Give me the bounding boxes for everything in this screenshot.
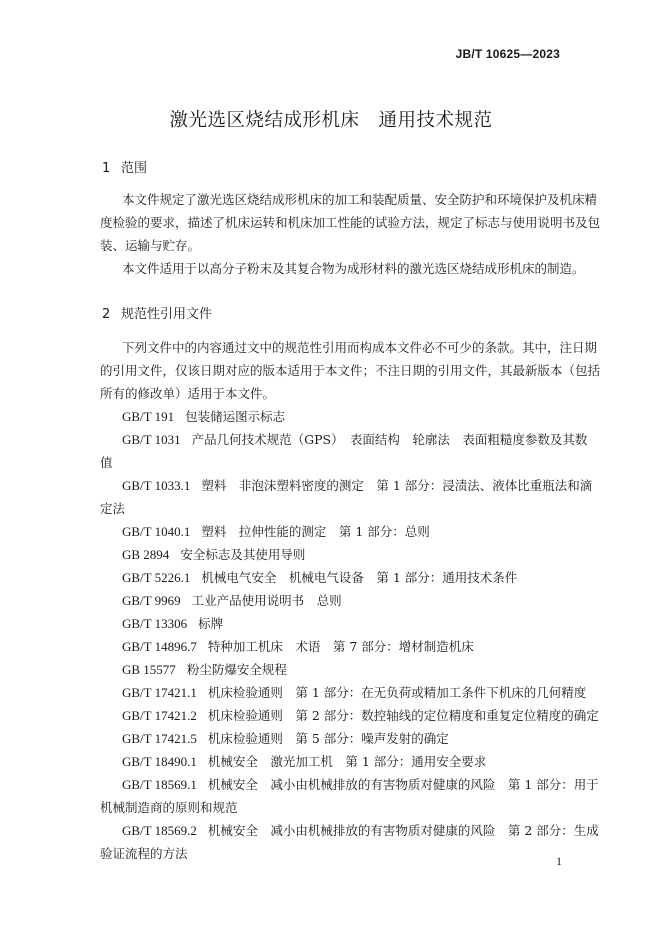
reference-title: 塑料 拉伸性能的测定 第 1 部分：总则 (201, 524, 430, 539)
reference-code: GB/T 191 (122, 409, 175, 424)
paragraph-line: 本文件规定了激光选区烧结成形机床的加工和装配质量、安全防护和环境保护及机床精 (122, 192, 598, 207)
reference-title: 机械安全 激光加工机 第 1 部分：通用安全要求 (207, 754, 487, 769)
section-2-heading (102, 303, 212, 322)
reference-item (100, 727, 562, 750)
reference-title-continuation: 机械制造商的原则和规范 (100, 800, 238, 815)
page-number: 1 (556, 854, 562, 868)
reference-code: GB/T 14896.7 (122, 639, 197, 654)
section-number: 1 (102, 161, 111, 176)
reference-title: 塑料 非泡沫塑料密度的测定 第 1 部分：浸渍法、液体比重瓶法和滴 (201, 478, 593, 493)
reference-code: GB/T 17421.1 (122, 685, 197, 700)
reference-title: 机床检验通则 第 2 部分：数控轴线的定位精度和重复定位精度的确定 (207, 708, 599, 723)
reference-item (100, 520, 562, 543)
reference-code: GB/T 1031 (122, 432, 181, 447)
reference-code: GB/T 9969 (122, 593, 181, 608)
reference-code: GB/T 17421.2 (122, 708, 197, 723)
reference-title-continuation: 定法 (100, 501, 126, 516)
reference-title: 产品几何技术规范（GPS） 表面结构 轮廓法 表面粗糙度参数及其数 (191, 432, 588, 447)
section-title: 范围 (121, 161, 148, 176)
reference-item (100, 543, 562, 566)
reference-item (100, 589, 562, 612)
document-id-header: JB/T 10625—2023 (455, 47, 560, 61)
reference-item (100, 612, 562, 635)
reference-code: GB/T 13306 (122, 616, 188, 631)
reference-code: GB 15577 (122, 662, 176, 677)
reference-item (100, 635, 562, 658)
reference-item (100, 474, 593, 497)
reference-title: 粉尘防爆安全规程 (186, 662, 287, 677)
reference-item (100, 704, 599, 727)
section-number: 2 (102, 307, 111, 322)
reference-code: GB/T 5226.1 (122, 570, 191, 585)
reference-item (100, 750, 562, 773)
reference-title: 工业产品使用说明书 总则 (191, 593, 342, 608)
paragraph-line: 本文件适用于以高分子粉末及其复合物为成形材料的激光选区烧结成形机床的制造。 (122, 261, 585, 276)
reference-title: 特种加工机床 术语 第 7 部分：增材制造机床 (207, 639, 474, 654)
reference-list (100, 405, 599, 865)
reference-code: GB/T 1033.1 (122, 478, 191, 493)
reference-item (100, 405, 562, 428)
paragraph-line: 所有的修改单）适用于本文件。 (100, 386, 276, 401)
reference-code: GB/T 18569.1 (122, 777, 197, 792)
section-1-body (100, 188, 601, 280)
section-1-heading (102, 157, 147, 176)
reference-title-continuation: 验证流程的方法 (100, 846, 188, 861)
section-title: 规范性引用文件 (121, 307, 213, 322)
reference-code: GB/T 18490.1 (122, 754, 197, 769)
paragraph-line: 度检验的要求，描述了机床运转和机床加工性能的试验方法，规定了标志与使用说明书及包 (100, 215, 601, 230)
reference-item (100, 773, 599, 796)
reference-item (100, 819, 599, 842)
reference-item (100, 428, 588, 451)
reference-code: GB/T 1040.1 (122, 524, 191, 539)
reference-item (100, 658, 562, 681)
reference-title: 包装储运图示标志 (185, 409, 286, 424)
reference-code: GB/T 18569.2 (122, 823, 197, 838)
reference-title: 机床检验通则 第 5 部分：噪声发射的确定 (207, 731, 449, 746)
reference-title: 机床检验通则 第 1 部分：在无负荷或精加工条件下机床的几何精度 (207, 685, 587, 700)
reference-code: GB/T 17421.5 (122, 731, 197, 746)
document-title: 激光选区烧结成形机床 通用技术规范 (169, 110, 493, 131)
reference-title-continuation: 值 (100, 455, 113, 470)
section-2-body (100, 336, 601, 865)
reference-item (100, 681, 587, 704)
paragraph-line: 装、运输与贮存。 (100, 238, 201, 253)
reference-title: 标牌 (198, 616, 224, 631)
paragraph-line: 下列文件中的内容通过文中的规范性引用而构成本文件必不可少的条款。其中，注日期 (122, 340, 598, 355)
reference-item (100, 566, 562, 589)
reference-title: 机械安全 减小由机械排放的有害物质对健康的风险 第 2 部分：生成 (207, 823, 599, 838)
reference-title: 机械安全 减小由机械排放的有害物质对健康的风险 第 1 部分：用于 (207, 777, 599, 792)
reference-title: 机械电气安全 机械电气设备 第 1 部分：通用技术条件 (201, 570, 518, 585)
reference-title: 安全标志及其使用导则 (180, 547, 306, 562)
paragraph-line: 的引用文件，仅该日期对应的版本适用于本文件；不注日期的引用文件，其最新版本（包括 (100, 363, 601, 378)
reference-code: GB 2894 (122, 547, 170, 562)
